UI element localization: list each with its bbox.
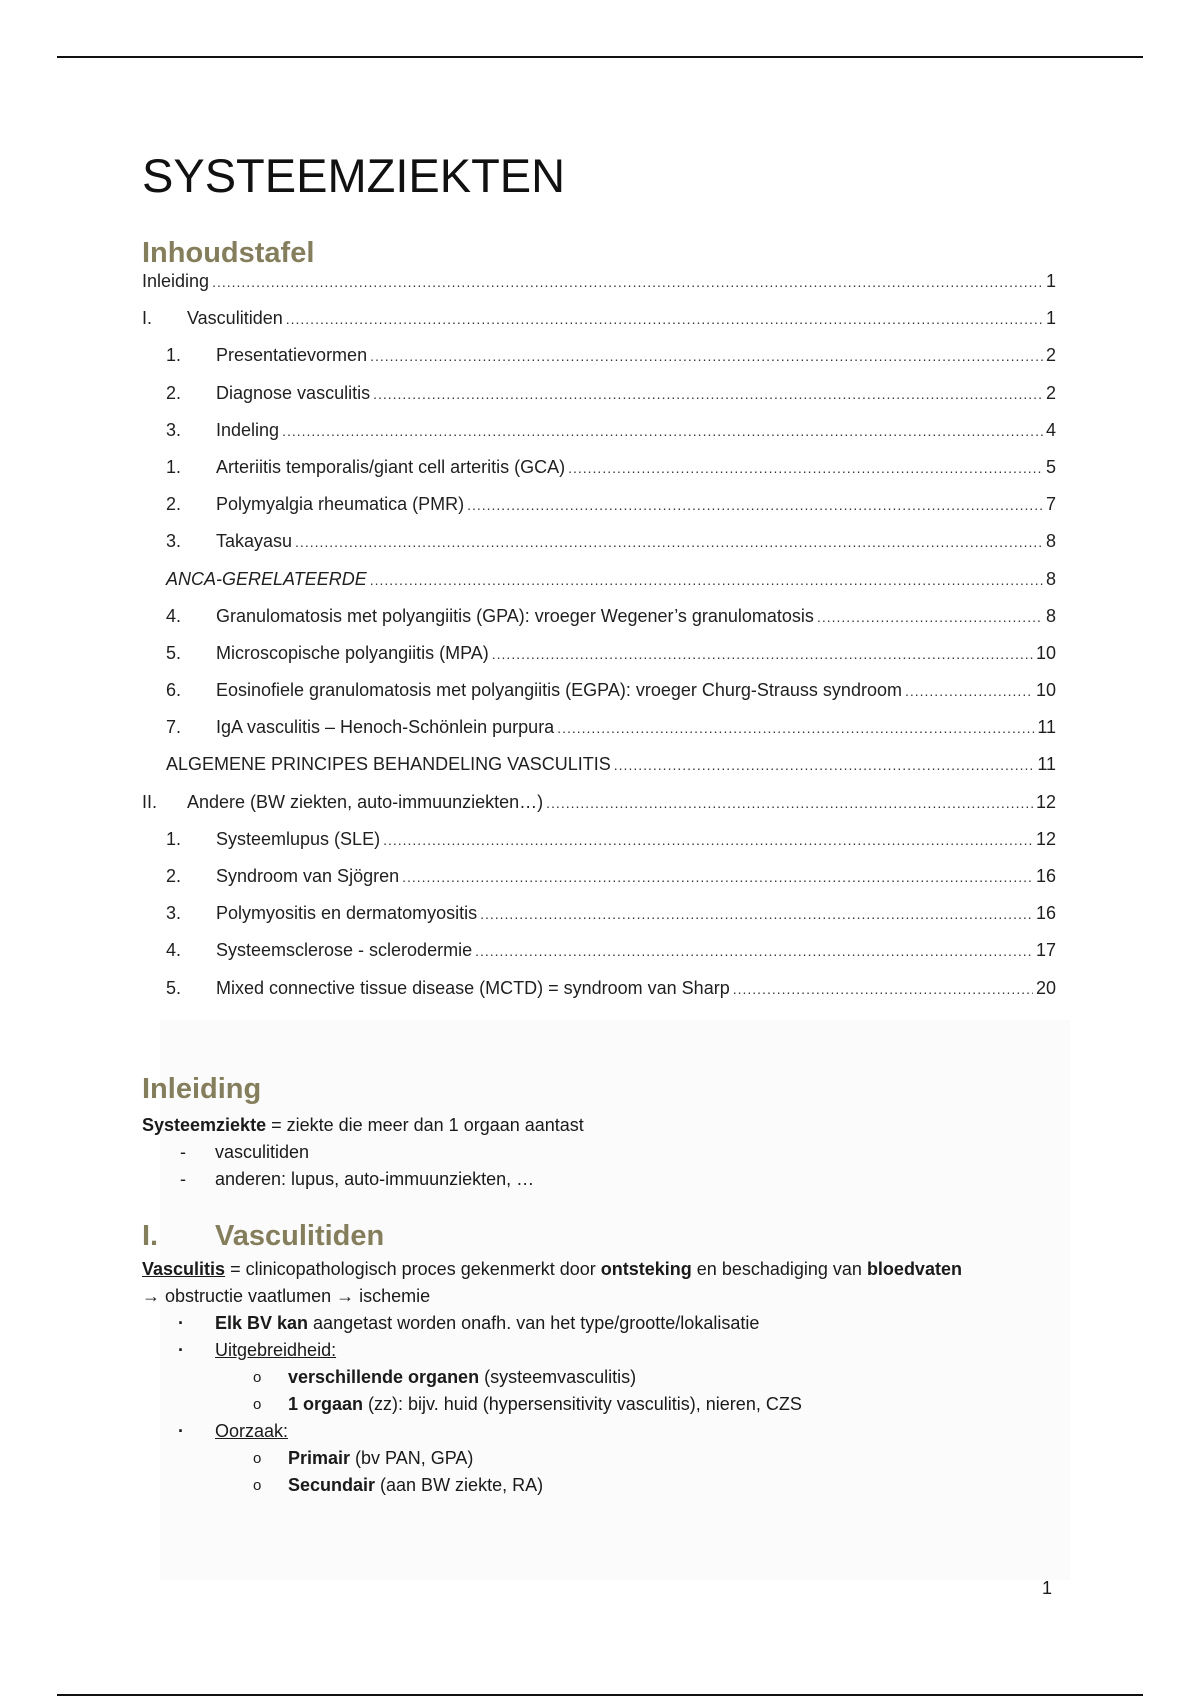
toc-entry-page: 8 bbox=[1045, 531, 1056, 552]
definition-keyword: bloedvaten bbox=[866, 1259, 962, 1279]
bullet-label: Oorzaak: bbox=[215, 1421, 289, 1441]
toc-entry-page: 11 bbox=[1037, 754, 1056, 775]
toc-entry-polymyositis[interactable] bbox=[142, 903, 1056, 940]
toc-entry-number: 4. bbox=[166, 605, 182, 626]
toc-entry-number: 2. bbox=[166, 494, 182, 515]
intro-definition-text: = ziekte die meer dan 1 orgaan aantast bbox=[266, 1115, 584, 1135]
list-item bbox=[215, 1391, 1072, 1418]
toc-entry-label: Microscopische polyangiitis (MPA) bbox=[216, 642, 489, 663]
toc-leader bbox=[568, 460, 1043, 476]
toc-entry-takayasu[interactable] bbox=[142, 531, 1056, 568]
sub-keyword: 1 orgaan bbox=[288, 1394, 364, 1414]
toc-entry-label: Systeemlupus (SLE) bbox=[216, 828, 381, 849]
toc-entry-label: Andere (BW ziekten, auto-immuunziekten…) bbox=[187, 791, 544, 812]
toc-entry-vasculitiden[interactable] bbox=[142, 308, 1056, 345]
toc-entry-page: 16 bbox=[1035, 903, 1056, 924]
section-heading-vasculitiden bbox=[142, 1220, 384, 1253]
toc-entry-number: 4. bbox=[166, 940, 182, 961]
sub-keyword: Secundair bbox=[288, 1475, 376, 1495]
toc-leader bbox=[817, 609, 1043, 625]
toc-leader bbox=[286, 311, 1043, 327]
toc-entry-label: ANCA-GERELATEERDE bbox=[166, 568, 367, 589]
cause-list bbox=[215, 1445, 1072, 1499]
toc-entry-sjogren[interactable] bbox=[142, 866, 1056, 903]
toc-entry-label: Indeling bbox=[216, 419, 280, 440]
sub-keyword: verschillende organen bbox=[288, 1367, 480, 1387]
toc-entry-page: 12 bbox=[1035, 791, 1056, 812]
toc-entry-label: Eosinofiele granulomatosis met polyangiitis (EGPA): vroeger Churg-Strauss syndroom bbox=[216, 680, 902, 701]
bullet-text: aangetast worden onafh. van het type/grootte/lokalisatie bbox=[308, 1313, 760, 1333]
intro-section bbox=[142, 1112, 584, 1193]
toc-entry-label: Presentatievormen bbox=[216, 345, 368, 366]
toc-entry-label: Mixed connective tissue disease (MCTD) = syndroom van Sharp bbox=[216, 977, 730, 998]
list-item bbox=[142, 1310, 1072, 1337]
toc-entry-label: Diagnose vasculitis bbox=[216, 382, 371, 403]
toc-entry-number: 6. bbox=[166, 680, 182, 701]
list-item: - anderen: lupus, auto-immuunziekten, … bbox=[142, 1166, 584, 1193]
toc-entry-label: IgA vasculitis – Henoch-Schönlein purpura bbox=[216, 717, 555, 738]
toc-entry-presentatievormen[interactable] bbox=[142, 345, 1056, 382]
toc-entry-page: 5 bbox=[1045, 456, 1056, 477]
toc-entry-label: Arteriitis temporalis/giant cell arteritis (GCA) bbox=[216, 456, 566, 477]
list-item bbox=[215, 1364, 1072, 1391]
toc-heading: Inhoudstafel bbox=[142, 237, 315, 269]
toc-entry-behandeling[interactable] bbox=[142, 754, 1056, 791]
toc-leader bbox=[733, 981, 1033, 997]
list-item bbox=[142, 1418, 1072, 1499]
toc-entry-number: 2. bbox=[166, 382, 182, 403]
toc-entry-page: 2 bbox=[1045, 345, 1056, 366]
toc-entry-number: 3. bbox=[166, 903, 182, 924]
toc-entry-inleiding[interactable] bbox=[142, 271, 1056, 308]
section-title: Vasculitiden bbox=[215, 1220, 385, 1252]
sub-text: (bv PAN, GPA) bbox=[350, 1448, 474, 1468]
vasculitis-definition bbox=[142, 1256, 1072, 1283]
toc-entry-page: 8 bbox=[1045, 605, 1056, 626]
toc-leader bbox=[383, 832, 1033, 848]
toc-leader bbox=[480, 906, 1033, 922]
toc-entry-number: I. bbox=[142, 308, 153, 329]
toc-entry-indeling[interactable] bbox=[142, 420, 1056, 457]
toc-leader bbox=[282, 423, 1043, 439]
toc-entry-number: 5. bbox=[166, 642, 182, 663]
toc-leader bbox=[467, 497, 1043, 513]
toc-leader bbox=[546, 795, 1033, 811]
toc-leader bbox=[614, 757, 1035, 773]
table-of-contents bbox=[142, 271, 1056, 1015]
toc-entry-label: Systeemsclerose - sclerodermie bbox=[216, 940, 473, 961]
toc-entry-label: Granulomatosis met polyangiitis (GPA): vroeger Wegener’s granulomatosis bbox=[216, 605, 814, 626]
list-item bbox=[215, 1472, 1072, 1499]
list-item bbox=[142, 1337, 1072, 1418]
toc-entry-gpa[interactable] bbox=[142, 606, 1056, 643]
toc-entry-page: 4 bbox=[1045, 419, 1056, 440]
toc-entry-egpa[interactable] bbox=[142, 680, 1056, 717]
toc-leader bbox=[557, 720, 1034, 736]
toc-entry-number: 1. bbox=[166, 345, 182, 366]
toc-leader bbox=[295, 534, 1043, 550]
extent-list bbox=[215, 1364, 1072, 1418]
toc-entry-number: 5. bbox=[166, 977, 182, 998]
toc-leader bbox=[373, 386, 1043, 402]
sub-text: (aan BW ziekte, RA) bbox=[375, 1475, 544, 1495]
intro-definition bbox=[142, 1112, 584, 1139]
toc-entry-page: 17 bbox=[1035, 940, 1056, 961]
sub-text: (systeemvasculitis) bbox=[479, 1367, 637, 1387]
toc-entry-page: 10 bbox=[1035, 642, 1056, 663]
toc-entry-gca[interactable] bbox=[142, 457, 1056, 494]
toc-entry-page: 20 bbox=[1035, 977, 1056, 998]
toc-entry-label: Vasculitiden bbox=[187, 308, 283, 329]
sub-keyword: Primair bbox=[288, 1448, 351, 1468]
toc-entry-label: Inleiding bbox=[142, 271, 210, 291]
toc-leader bbox=[492, 646, 1033, 662]
toc-leader bbox=[370, 348, 1043, 364]
bullet-keyword: Elk BV kan bbox=[215, 1313, 309, 1333]
toc-entry-page: 7 bbox=[1045, 494, 1056, 515]
toc-entry-page: 1 bbox=[1045, 271, 1056, 291]
definition-text: en beschadiging van bbox=[691, 1259, 867, 1279]
list-item bbox=[215, 1445, 1072, 1472]
header-rule bbox=[57, 56, 1143, 58]
toc-entry-mpa[interactable] bbox=[142, 643, 1056, 680]
toc-entry-mctd[interactable] bbox=[142, 978, 1056, 1015]
toc-entry-page: 2 bbox=[1045, 382, 1056, 403]
toc-entry-iga[interactable] bbox=[142, 717, 1056, 754]
toc-leader bbox=[905, 683, 1033, 699]
toc-entry-andere[interactable] bbox=[142, 792, 1056, 829]
footer-rule bbox=[57, 1694, 1143, 1696]
toc-leader bbox=[212, 274, 1043, 290]
toc-entry-number: 7. bbox=[166, 717, 182, 738]
toc-entry-page: 12 bbox=[1035, 828, 1056, 849]
toc-entry-label: ALGEMENE PRINCIPES BEHANDELING VASCULITIS bbox=[166, 754, 611, 775]
toc-entry-systeemsclerose[interactable] bbox=[142, 940, 1056, 977]
toc-entry-label: Polymyositis en dermatomyositis bbox=[216, 903, 478, 924]
vasculitis-term: Vasculitis bbox=[142, 1259, 226, 1279]
vasculitis-bullets bbox=[142, 1310, 1072, 1499]
toc-entry-pmr[interactable] bbox=[142, 494, 1056, 531]
toc-leader bbox=[475, 943, 1033, 959]
toc-entry-number: 3. bbox=[166, 531, 182, 552]
intro-list bbox=[142, 1139, 584, 1193]
intro-heading: Inleiding bbox=[142, 1073, 262, 1105]
toc-leader bbox=[370, 572, 1043, 588]
toc-entry-number: 1. bbox=[166, 456, 182, 477]
toc-entry-page: 10 bbox=[1035, 680, 1056, 701]
toc-entry-label: Polymyalgia rheumatica (PMR) bbox=[216, 494, 465, 515]
toc-entry-number: 3. bbox=[166, 419, 182, 440]
definition-keyword: ontsteking bbox=[600, 1259, 692, 1279]
vasculitiden-section bbox=[142, 1256, 1072, 1499]
intro-term: Systeemziekte bbox=[142, 1115, 267, 1135]
toc-entry-page: 11 bbox=[1037, 717, 1056, 738]
toc-entry-label: Takayasu bbox=[216, 531, 293, 552]
definition-text: = clinicopathologisch proces gekenmerkt door bbox=[225, 1259, 601, 1279]
toc-entry-number: 1. bbox=[166, 828, 182, 849]
toc-entry-page: 8 bbox=[1045, 568, 1056, 589]
toc-leader bbox=[402, 869, 1033, 885]
bullet-label: Uitgebreidheid: bbox=[215, 1340, 337, 1360]
toc-entry-sle[interactable] bbox=[142, 829, 1056, 866]
toc-entry-anca[interactable] bbox=[142, 569, 1056, 606]
toc-entry-label: Syndroom van Sjögren bbox=[216, 866, 400, 886]
section-number: I. bbox=[142, 1220, 159, 1252]
document-title: SYSTEEMZIEKTEN bbox=[142, 149, 566, 202]
toc-entry-number: II. bbox=[142, 791, 158, 812]
page-number: 1 bbox=[1041, 1578, 1052, 1598]
toc-entry-page: 1 bbox=[1045, 308, 1056, 329]
toc-entry-number: 2. bbox=[166, 866, 182, 886]
list-item: - vasculitiden bbox=[142, 1139, 584, 1166]
sub-text: (zz): bijv. huid (hypersensitivity vasculitis), nieren, CZS bbox=[363, 1394, 802, 1414]
toc-entry-page: 16 bbox=[1035, 866, 1056, 886]
vasculitis-consequence: → obstructie vaatlumen → ischemie bbox=[142, 1286, 431, 1306]
toc-entry-diagnose[interactable] bbox=[142, 383, 1056, 420]
